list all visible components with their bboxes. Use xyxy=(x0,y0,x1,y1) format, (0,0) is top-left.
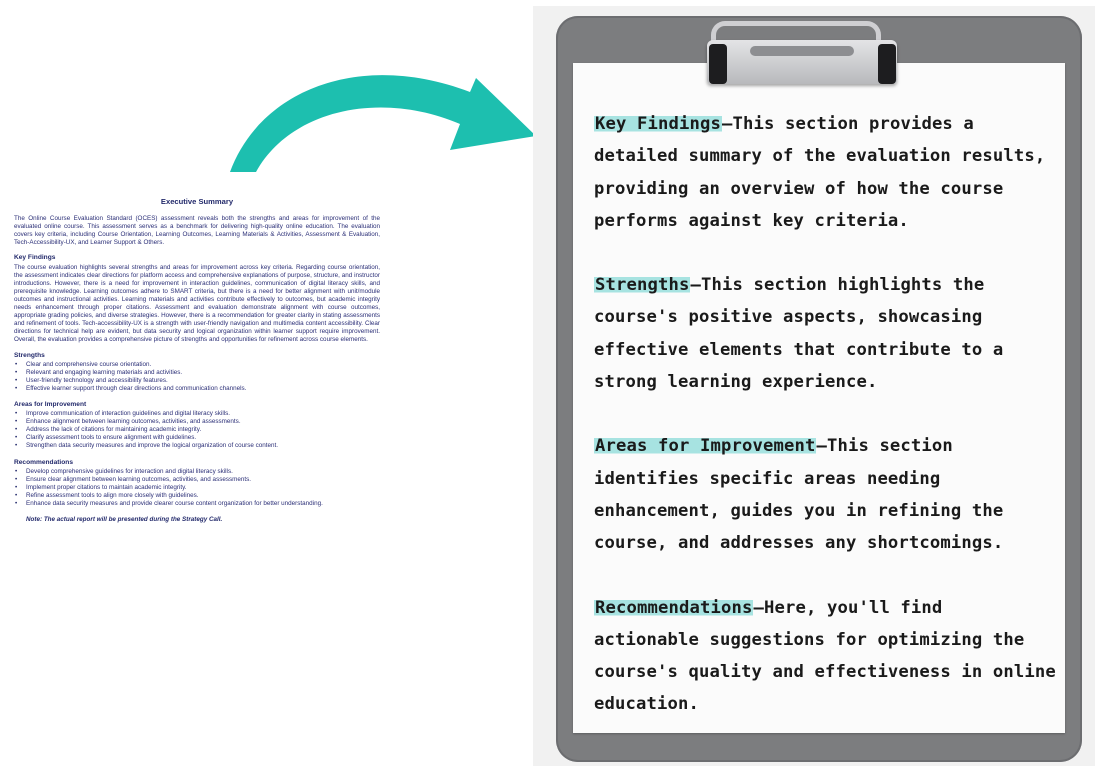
section-strengths xyxy=(594,269,1056,398)
curved-arrow-icon xyxy=(220,50,550,180)
list-item: • Clarify assessment tools to ensure alignment with guidelines. xyxy=(26,434,380,442)
key-findings-heading: Key Findings xyxy=(14,254,56,262)
section-term: Key Findings xyxy=(595,114,721,134)
list-item: • Refine assessment tools to align more closely with guidelines. xyxy=(26,492,380,500)
list-item: • Develop comprehensive guidelines for interaction and digital literacy skills. xyxy=(26,468,380,476)
section-recommendations xyxy=(594,592,1056,721)
clip-hole xyxy=(750,46,854,56)
clipboard-sections xyxy=(594,108,1056,753)
key-findings-text: The course evaluation highlights several strengths and areas for improvement across key criteria. Regarding course orientation, the assessment indicates clear directions for platform access and comprehensive explanations of purpose, structure, and instructor introductions. However, there is a need for improvement in interaction guidelines, communication of digital literacy skills, and prerequisite knowledge. Learning outcomes adhere to SMART criteria, but there is a need for better alignment with unit/module outcomes and instructional activities. Learning materials and activities contribute effectively to outcomes, but academic integrity needs enhancement through proper citations. Assessment and evaluation demonstrate alignment with course outcomes, appropriate grading policies, and diverse strategies. However, there is a recommendation for greater clarity in stating assessments and refinement of tools. Tech-accessibility-UX is a strength with user-friendly navigation and multimedia content accessibility. Clear directions for technical help are evident, but data security and logical organization within learner support require improvement. Overall, the evaluation provides a comprehensive picture of strengths and opportunities for refinement across course elements. xyxy=(14,263,380,344)
clip-cap-left xyxy=(709,44,727,84)
section-text: —This section identifies specific areas needing enhancement, guides you in refining the course, and addresses any shortcomings. xyxy=(594,436,1004,554)
section-term: Areas for Improvement xyxy=(595,436,816,457)
section-text: —This section highlights the course's positive aspects, showcasing effective elements that contribute to a strong learning experience. xyxy=(594,275,1004,393)
document-title: Executive Summary xyxy=(160,197,234,206)
list-item: • Improve communication of interaction guidelines and digital literacy skills. xyxy=(26,410,380,418)
list-item: • Enhance alignment between learning outcomes, activities, and assessments. xyxy=(26,418,380,426)
list-item: • Enhance data security measures and provide clearer course content organization for better understanding. xyxy=(26,500,380,508)
list-item: • Strengthen data security measures and improve the logical organization of course content. xyxy=(26,442,380,450)
list-item: • Clear and comprehensive course orientation. xyxy=(26,361,380,369)
section-term: Recommendations xyxy=(595,597,753,618)
recommendations-list xyxy=(14,468,380,508)
list-item: • Ensure clear alignment between learning outcomes, activities, and assessments. xyxy=(26,476,380,484)
strengths-heading: Strengths xyxy=(14,351,45,359)
executive-summary-document xyxy=(14,198,380,524)
document-note: Note: The actual report will be presented during the Strategy Call. xyxy=(26,516,223,524)
section-text: —Here, you'll find actionable suggestions for optimizing the course's quality and effectiveness in online education. xyxy=(594,597,1056,715)
arrow-shaft xyxy=(230,75,536,172)
section-text: —This section provides a detailed summary of the evaluation results, providing an overview of how the course performs against key criteria. xyxy=(594,114,1046,231)
list-item: • Relevant and engaging learning materials and activities. xyxy=(26,369,380,377)
list-item: • Effective learner support through clear directions and communication channels. xyxy=(26,385,380,393)
strengths-list xyxy=(14,361,380,393)
section-key-findings xyxy=(594,108,1056,237)
section-term: Strengths xyxy=(595,275,690,296)
section-areas-for-improvement xyxy=(594,430,1056,559)
areas-list xyxy=(14,410,380,450)
recommendations-heading: Recommendations xyxy=(14,458,73,466)
list-item: • Address the lack of citations for maintaining academic integrity. xyxy=(26,426,380,434)
list-item: • User-friendly technology and accessibility features. xyxy=(26,377,380,385)
document-intro: The Online Course Evaluation Standard (OCES) assessment reveals both the strengths and areas for improvement of the evaluated online course. This assessment serves as a benchmark for delivering high-quality online education. The evaluation covers key criteria, including Course Orientation, Learning Outcomes, Learning Materials & Activities, Assessment & Evaluation, Tech-Accessibility-UX, and Learner Support & Others. xyxy=(14,215,380,247)
areas-heading: Areas for Improvement xyxy=(14,400,87,408)
clip-cap-right xyxy=(878,44,896,84)
list-item: • Implement proper citations to maintain academic integrity. xyxy=(26,484,380,492)
